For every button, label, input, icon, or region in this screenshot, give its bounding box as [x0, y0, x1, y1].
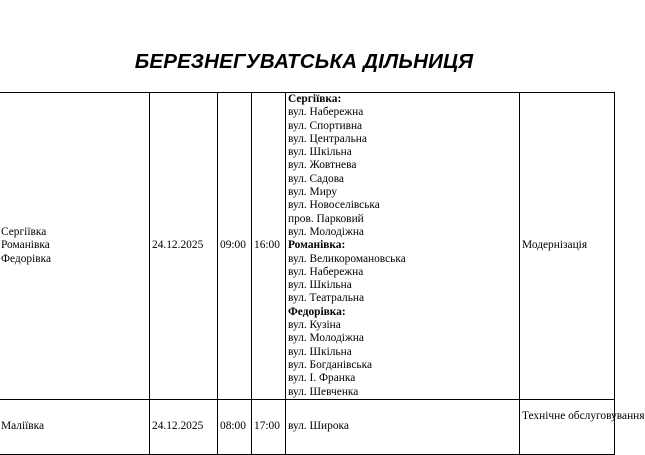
- start-time-cell: 09:00: [218, 93, 252, 400]
- street-item: вул. Спортивна: [288, 119, 363, 132]
- settlement-name: Федорівка: [1, 252, 52, 265]
- street-item: вул. Молодіжна: [288, 225, 364, 238]
- work-type-cell: Модернізація: [520, 93, 615, 400]
- street-item: вул. Шкільна: [288, 345, 352, 358]
- street-item: вул. Жовтнева: [288, 159, 357, 172]
- streets-cell: вул. Широка: [286, 399, 520, 454]
- street-item: вул. Новоселівська: [288, 199, 380, 212]
- settlements-cell: [0, 399, 150, 454]
- street-item: вул. Шевченка: [288, 385, 359, 398]
- end-time-cell: 17:00: [252, 399, 286, 454]
- street-item: вул. Молодіжна: [288, 332, 364, 345]
- date-cell: 24.12.2025: [150, 399, 218, 454]
- street-item: вул. Театральна: [288, 292, 365, 305]
- settlement-name: Сергіївка: [1, 225, 47, 238]
- street-item: вул. Богданівська: [288, 358, 372, 371]
- street-item: пров. Парковий: [288, 212, 364, 225]
- streets-cell: [286, 93, 520, 400]
- street-item: вул. Шкільна: [288, 279, 352, 292]
- page-title: БЕРЕЗНЕГУВАТСЬКА ДІЛЬНИЦЯ: [134, 50, 474, 73]
- settlement-name: Маліївка: [1, 420, 45, 433]
- outage-schedule-table: [0, 92, 645, 455]
- street-group-heading: Романівка:: [288, 239, 346, 252]
- street-group-heading: Федорівка:: [288, 305, 346, 318]
- street-item: вул. І. Франка: [288, 372, 356, 385]
- street-item: вул. Набережна: [288, 106, 364, 119]
- start-time-cell: 08:00: [218, 399, 252, 454]
- settlements-cell: [0, 93, 150, 400]
- settlement-name: Романівка: [1, 239, 50, 252]
- street-item: вул. Набережна: [288, 265, 364, 278]
- end-time-cell: 16:00: [252, 93, 286, 400]
- street-item: вул. Центральна: [288, 132, 367, 145]
- street-group-heading: Сергіївка:: [288, 93, 342, 105]
- street-item: вул. Миру: [288, 186, 338, 199]
- table-row: [0, 93, 615, 400]
- street-item: вул. Великоромановська: [288, 252, 406, 265]
- street-item: вул. Шкільна: [288, 146, 352, 159]
- street-item: вул. Садова: [288, 172, 344, 185]
- date-cell: 24.12.2025: [150, 93, 218, 400]
- work-type-cell: Технічне обслуговування: [520, 399, 615, 454]
- table-row: [0, 399, 615, 454]
- street-item: вул. Кузіна: [288, 319, 341, 332]
